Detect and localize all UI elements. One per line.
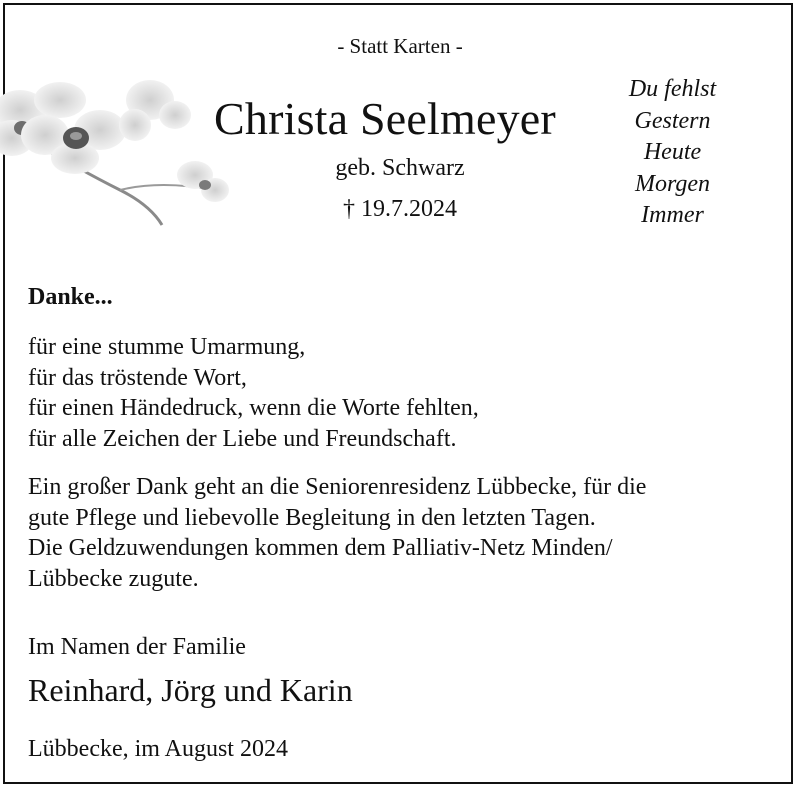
quote-line: Gestern [634,107,711,134]
statt-karten-label: - Statt Karten - [337,34,463,58]
on-behalf-label: Im Namen der Familie [28,634,246,660]
memorial-quote [600,74,745,232]
thanks-heading: Danke... [28,284,113,310]
paragraph-line: Ein großer Dank geht an die Seniorenresidenz Lübbecke, für die [28,474,647,500]
death-date-text: † 19.7.2024 [343,196,457,222]
quote-line: Morgen [634,170,711,197]
deceased-name: Christa Seelmeyer [214,93,556,144]
quote-line: Du fehlst [628,76,717,102]
family-names: Reinhard, Jörg und Karin [28,672,353,708]
thanks-line: für alle Zeichen der Liebe und Freundschaft. [28,425,457,452]
place-date: Lübbecke, im August 2024 [28,736,288,762]
thanks-lines [28,332,479,454]
paragraph-line: gute Pflege und liebevolle Begleitung in den letzten Tagen. [28,504,596,531]
thanks-line: für das tröstende Wort, [28,364,247,391]
paragraph-line: Die Geldzuwendungen kommen dem Palliativ-Netz Minden/ [28,535,613,561]
maiden-name-text: geb. Schwarz [335,155,465,181]
quote-line: Heute [643,139,702,165]
thanks-line: für eine stumme Umarmung, [28,334,306,360]
thanks-paragraph [28,472,646,594]
quote-line: Immer [641,202,704,228]
thanks-line: für einen Händedruck, wenn die Worte fehlten, [28,395,479,421]
paragraph-line: Lübbecke zugute. [28,565,199,592]
